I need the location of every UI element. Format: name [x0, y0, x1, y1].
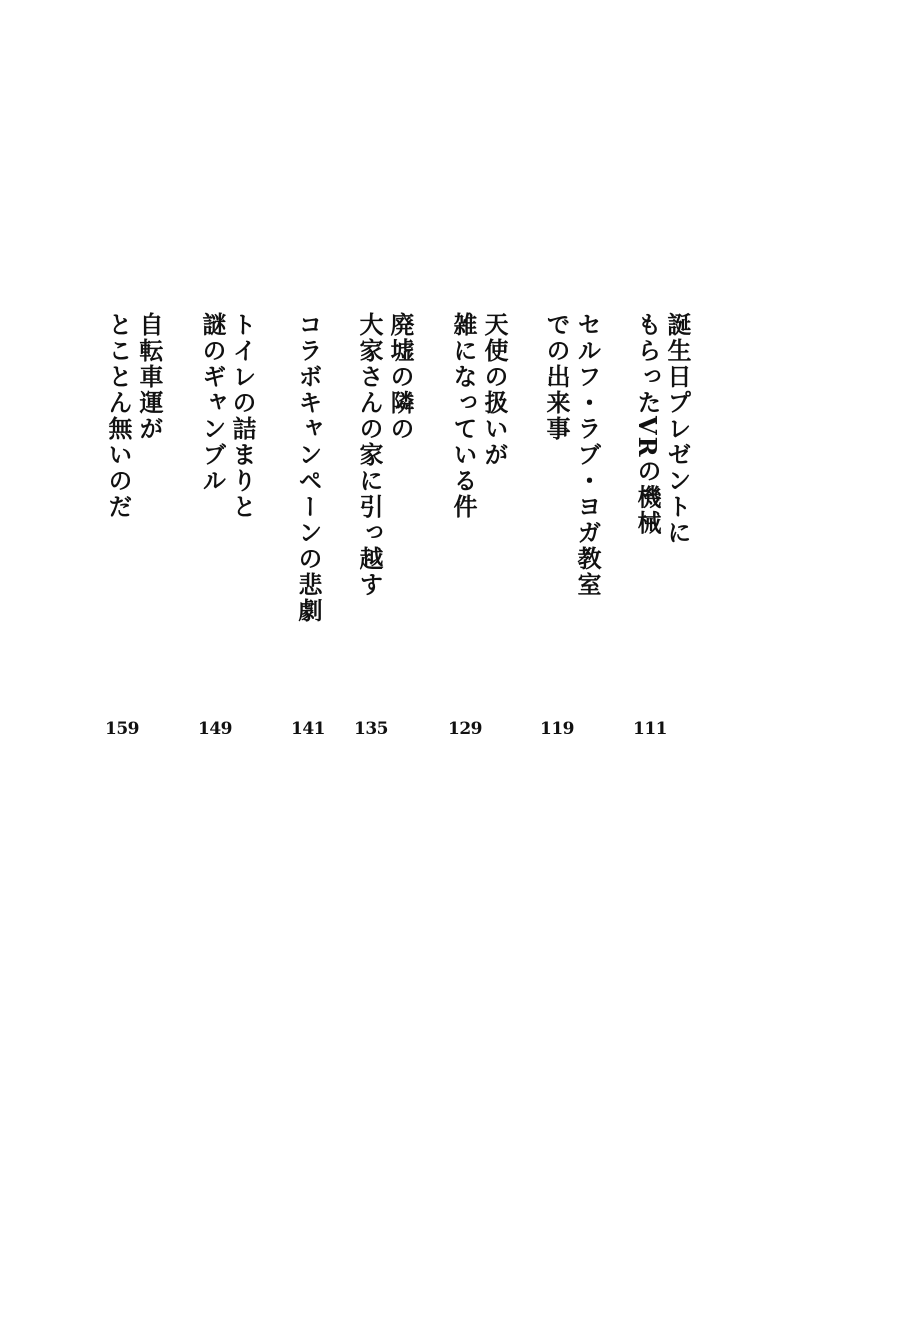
page-number: 141	[291, 719, 325, 739]
toc-title-line-2: 謎のギャンブル	[198, 312, 227, 494]
toc-title-line-1: 天使の扱いが	[480, 312, 509, 468]
page-number: 111	[633, 719, 667, 739]
page-number: 119	[540, 719, 574, 739]
toc-title-line-1: コラボキャンペーンの悲劇	[294, 312, 323, 624]
toc-title-line-2: もらったVRの機械	[633, 312, 662, 537]
toc-title-line-2: での出来事	[542, 312, 571, 442]
toc-title-line-1: 誕生日プレゼントに	[663, 312, 692, 546]
toc-title-line-2: 大家さんの家に引っ越す	[355, 312, 384, 598]
page-number: 135	[354, 719, 388, 739]
toc-title-line-1: 自転車運が	[135, 312, 164, 442]
toc-title-line-1: トイレの詰まりと	[228, 312, 257, 520]
page-number: 129	[448, 719, 482, 739]
toc-title-line-2: とことん無いのだ	[104, 312, 133, 520]
toc-title-line-2: 雑になっている件	[449, 312, 478, 520]
toc-title-line-1: セルフ・ラブ・ヨガ教室	[573, 312, 602, 598]
toc-title-line-1: 廃墟の隣の	[386, 312, 415, 442]
page-number: 149	[198, 719, 232, 739]
page-number: 159	[105, 719, 139, 739]
